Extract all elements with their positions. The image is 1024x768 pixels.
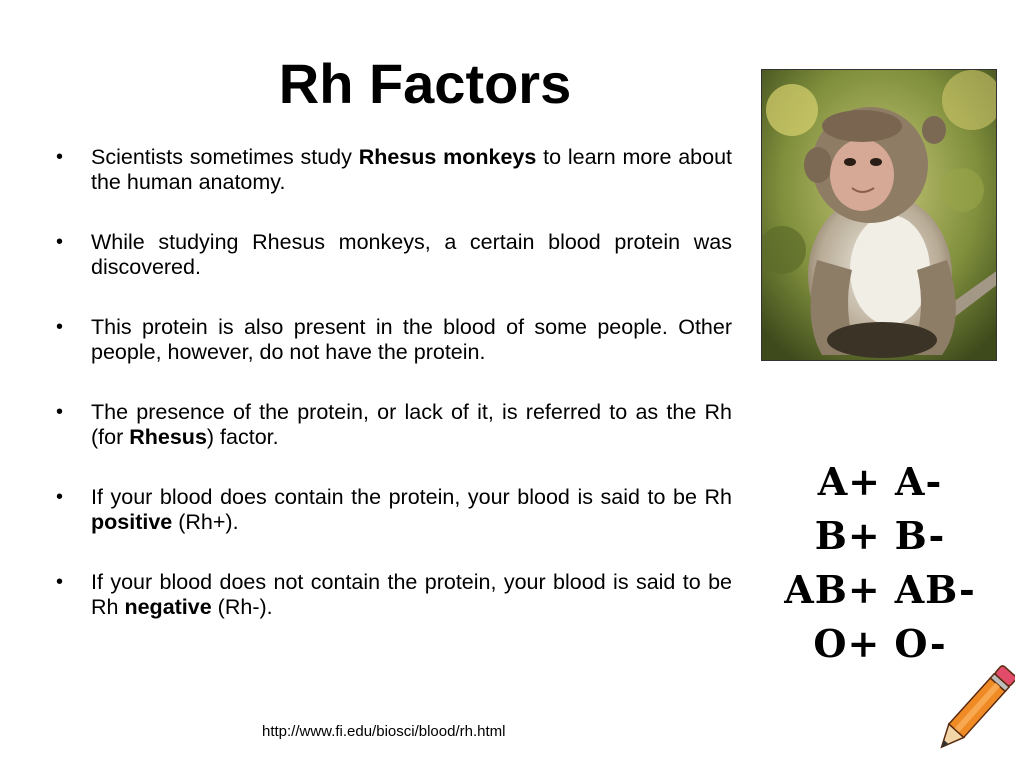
bullet-item <box>50 400 732 450</box>
bullet-item <box>50 230 732 280</box>
bullet-text: Scientists sometimes study <box>91 145 359 169</box>
bullet-item <box>50 485 732 535</box>
bullet-text: ) factor. <box>206 425 279 449</box>
bullet-bold-text: negative <box>124 595 212 619</box>
pencil-icon <box>935 660 1015 760</box>
bullet-bold-text: positive <box>91 510 173 534</box>
rhesus-monkey-photo <box>761 69 997 361</box>
slide-title: Rh Factors <box>278 52 572 115</box>
bullet-text: If your blood does not contain the protein, your blood is said to be Rh <box>91 570 732 619</box>
bullet-text: While studying Rhesus monkeys, a certain blood protein was discovered. <box>91 230 732 279</box>
blood-type-label: B+ <box>814 513 881 558</box>
bullet-item <box>50 570 732 620</box>
blood-type-row <box>770 509 990 563</box>
bullet-item <box>50 145 732 195</box>
blood-type-label: A+ <box>817 459 882 504</box>
bullet-list <box>50 145 732 655</box>
source-url[interactable]: http://www.fi.edu/biosci/blood/rh.html <box>262 723 506 740</box>
blood-type-label: AB+ <box>784 567 881 612</box>
bullet-item <box>50 315 732 365</box>
blood-type-row <box>770 455 990 509</box>
bullet-text: to learn more about the human anatomy. <box>91 145 733 194</box>
blood-type-label: A- <box>895 459 943 504</box>
bullet-bold-text: Rhesus monkeys <box>358 145 537 169</box>
blood-type-row <box>770 563 990 617</box>
blood-type-label: O- <box>894 621 947 666</box>
bullet-text: (Rh-). <box>211 595 273 619</box>
blood-type-label: B- <box>894 513 946 558</box>
blood-type-label: O+ <box>813 621 881 666</box>
bullet-text: This protein is also present in the blood of some people. Other people, however, do not have the protein. <box>91 315 732 364</box>
bullet-text: (Rh+). <box>172 510 239 534</box>
bullet-text: If your blood does contain the protein, your blood is said to be Rh <box>91 485 732 509</box>
blood-types-table <box>770 455 990 671</box>
bullet-text: The presence of the protein, or lack of it, is referred to as the Rh (for <box>91 400 732 449</box>
blood-type-label: AB- <box>894 567 976 612</box>
bullet-bold-text: Rhesus <box>129 425 207 449</box>
